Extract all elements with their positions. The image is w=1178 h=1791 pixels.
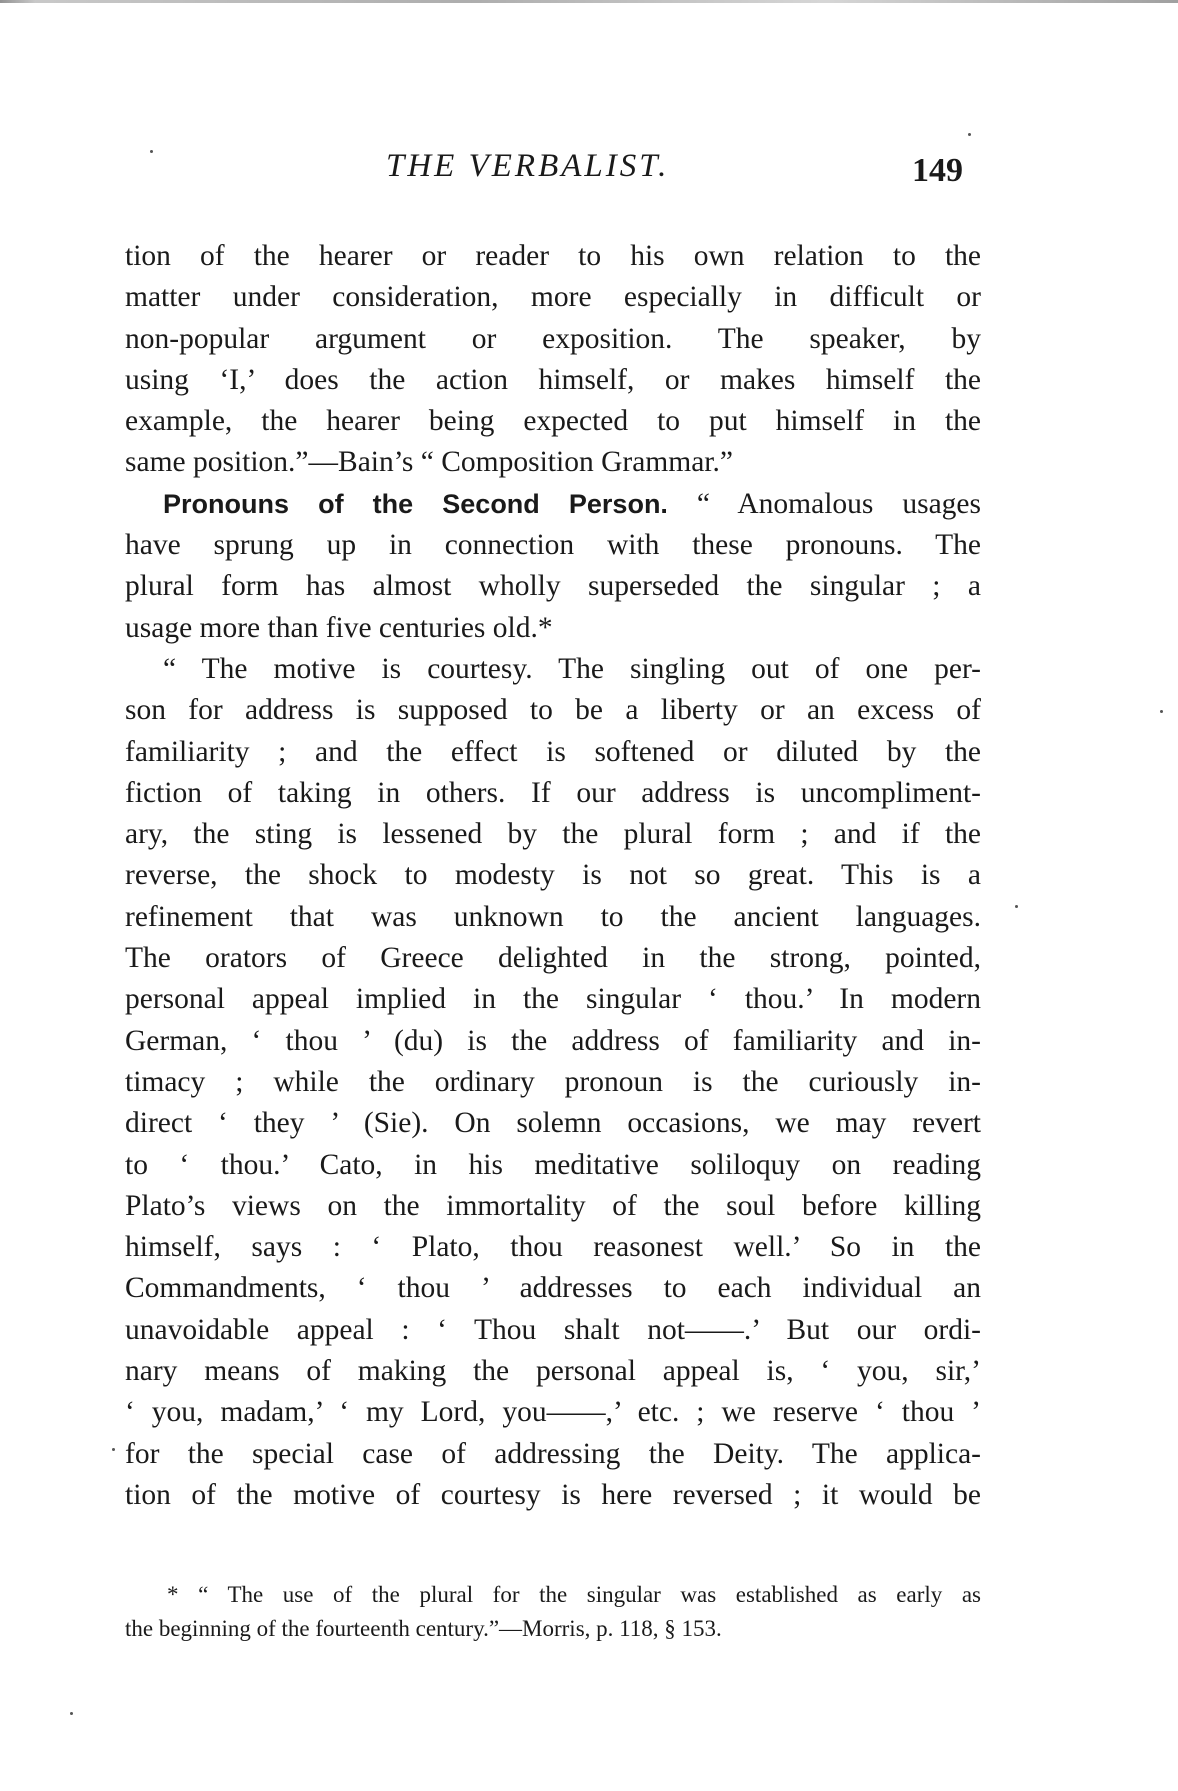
body-text bbox=[125, 236, 981, 1516]
scan-speck bbox=[70, 1712, 73, 1715]
paragraph-second-person bbox=[125, 484, 981, 649]
scan-speck bbox=[968, 133, 971, 136]
footnote-line: * “ The use of the plural for the singular was established as early as bbox=[167, 1582, 981, 1607]
running-title: THE VERBALIST. bbox=[386, 148, 670, 184]
running-head bbox=[0, 148, 1178, 192]
text-line: refinement that was unknown to the ancient languages. bbox=[125, 900, 981, 933]
scan-speck bbox=[1160, 710, 1163, 713]
text-line: ary, the sting is lessened by the plural form ; and if the bbox=[125, 818, 981, 851]
text-line: plural form has almost wholly superseded the singular ; a bbox=[125, 570, 981, 603]
text-line: Commandments, ‘ thou ’ addresses to each individual an bbox=[125, 1272, 981, 1305]
text-line: example, the hearer being expected to put himself in the bbox=[125, 405, 981, 438]
text-line: fiction of taking in others. If our address is uncompliment- bbox=[125, 776, 981, 809]
text-line: direct ‘ they ’ (Sie). On solemn occasions, we may revert bbox=[125, 1107, 981, 1140]
scan-speck bbox=[1015, 905, 1018, 908]
text-line: for the special case of addressing the Deity. The applica- bbox=[125, 1437, 981, 1470]
text-line: tion of the hearer or reader to his own relation to the bbox=[125, 240, 981, 272]
text-line-with-heading bbox=[125, 484, 981, 525]
text-line: German, ‘ thou ’ (du) is the address of familiarity and in- bbox=[125, 1024, 981, 1057]
text-line: son for address is supposed to be a liberty or an excess of bbox=[125, 694, 981, 727]
text-line: non-popular argument or exposition. The speaker, by bbox=[125, 322, 981, 355]
text-line: to ‘ thou.’ Cato, in his meditative soliloquy on reading bbox=[125, 1148, 981, 1181]
scan-speck bbox=[150, 150, 153, 153]
text-line: tion of the motive of courtesy is here reversed ; it would be bbox=[125, 1478, 981, 1511]
text-line: matter under consideration, more especially in difficult or bbox=[125, 281, 981, 314]
section-run-in-heading: Pronouns of the Second Person. bbox=[163, 488, 668, 519]
text-line: unavoidable appeal : ‘ Thou shalt not——.’ But our ordi- bbox=[125, 1313, 981, 1346]
scan-speck bbox=[112, 1448, 115, 1451]
text-line: familiarity ; and the effect is softened or diluted by the bbox=[125, 735, 981, 768]
text-line: The orators of Greece delighted in the strong, pointed, bbox=[125, 942, 981, 975]
footnote bbox=[125, 1578, 981, 1646]
text-line: personal appeal implied in the singular ‘ thou.’ In modern bbox=[125, 983, 981, 1016]
text-line: timacy ; while the ordinary pronoun is the curiously in- bbox=[125, 1065, 981, 1098]
paragraph-continuation bbox=[125, 236, 981, 484]
text-line: nary means of making the personal appeal is, ‘ you, sir,’ bbox=[125, 1355, 981, 1388]
heading-line-rest: “ Anomalous usages bbox=[696, 487, 982, 520]
footnote-line: the beginning of the fourteenth century.”—Morris, p. 118, § 153. bbox=[125, 1616, 722, 1641]
text-line: reverse, the shock to modesty is not so great. This is a bbox=[125, 859, 981, 892]
text-line: “ The motive is courtesy. The singling out of one per- bbox=[163, 652, 981, 685]
scan-top-edge bbox=[0, 0, 1178, 3]
text-line: ‘ you, madam,’ ‘ my Lord, you——,’ etc. ; we reserve ‘ thou ’ bbox=[125, 1396, 981, 1429]
text-line: same position.”—Bain’s “ Composition Grammar.” bbox=[125, 446, 733, 479]
text-line: himself, says : ‘ Plato, thou reasonest well.’ So in the bbox=[125, 1231, 981, 1264]
text-line: using ‘I,’ does the action himself, or makes himself the bbox=[125, 363, 981, 396]
page-number: 149 bbox=[912, 152, 963, 189]
text-line: usage more than five centuries old.* bbox=[125, 611, 553, 644]
text-line: Plato’s views on the immortality of the soul before killing bbox=[125, 1189, 981, 1222]
paragraph-courtesy bbox=[125, 649, 981, 1516]
text-line: have sprung up in connection with these pronouns. The bbox=[125, 529, 981, 562]
